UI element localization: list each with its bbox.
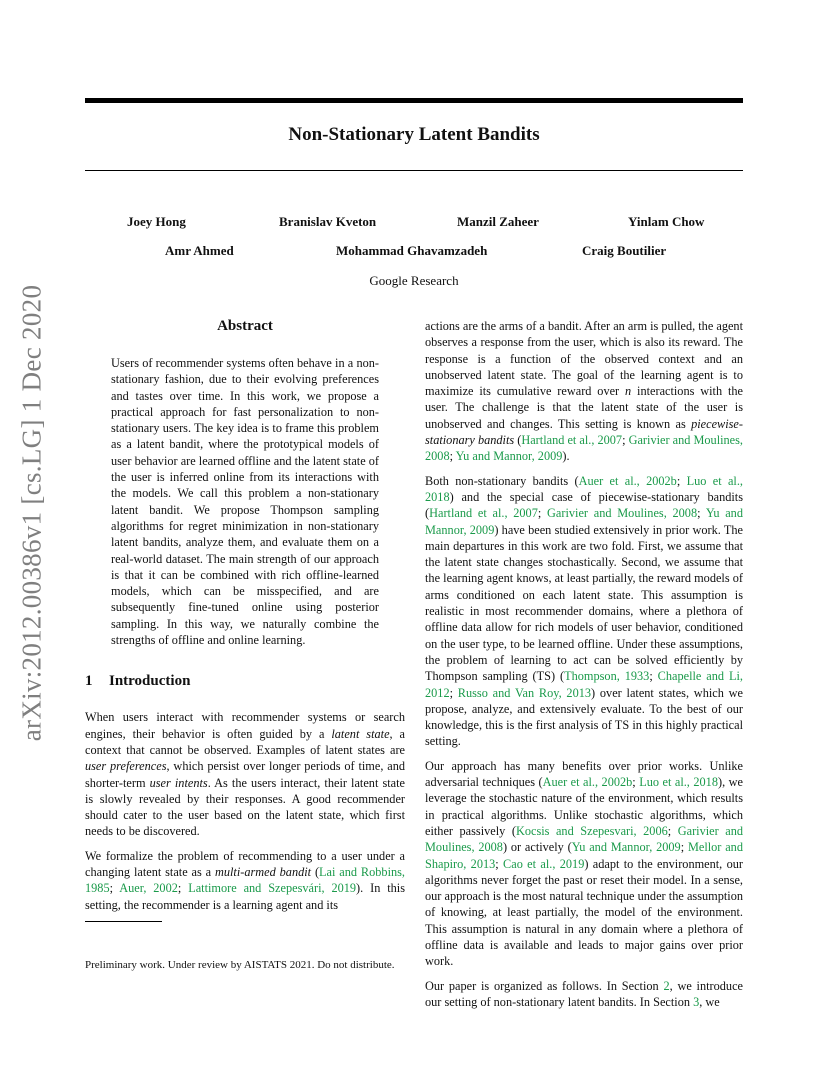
section-number: 1	[85, 673, 93, 690]
author-name: Mohammad Ghavamzadeh	[336, 243, 488, 258]
citation-link[interactable]: Garivier and Moulines, 2008	[425, 823, 744, 855]
footnote-rule	[85, 921, 162, 922]
body-paragraph: actions are the arms of a bandit. After an arm is pulled, the agent observes a response from the user, which is also its reward. The response is a function of the observed context and an unobserved latent state. The goal of the learning agent is to maximize its cumulative reward over n interactions with the user. The challenge is that the latent state of the user is unobserved and changes. This setting is known as piecewise-stationary bandits (Hartland et al., 2007; Garivier and Moulines, 2008; Yu and Mannor, 2009).	[425, 319, 743, 464]
citation-link[interactable]: Yu and Mannor, 2009	[425, 506, 743, 537]
paper-title: Non-Stationary Latent Bandits	[288, 124, 540, 145]
citation-link[interactable]: Russo and Van Roy, 2013	[457, 685, 592, 700]
section-ref-link[interactable]: 2	[663, 978, 670, 993]
citation-link[interactable]: Auer et al., 2002b	[578, 473, 677, 488]
title-top-rule	[85, 98, 743, 103]
section-heading	[85, 673, 405, 690]
arxiv-sidebar	[12, 278, 52, 748]
author-name: Branislav Kveton	[279, 214, 377, 229]
affiliation: Google Research	[369, 273, 459, 288]
citation-link[interactable]: Luo et al., 2018	[639, 775, 718, 790]
left-column	[85, 316, 405, 972]
intro-paragraph: We formalize the problem of recommending to a user under a changing latent state as a multi-armed bandit (Lai and Robbins, 1985; Auer, 2002; Lattimore and Szepesvári, 2019). In this setting, the recommender is a learning agent and its	[85, 848, 406, 912]
author-name: Manzil Zaheer	[457, 214, 539, 229]
citation-link[interactable]: Garivier and Moulines, 2008	[425, 433, 743, 464]
arxiv-identifier: arXiv:2012.00386v1 [cs.LG] 1 Dec 2020	[16, 284, 47, 742]
citation-link[interactable]: Yu and Mannor, 2009	[571, 840, 681, 855]
author-name: Yinlam Chow	[628, 214, 705, 229]
citation-link[interactable]: Yu and Mannor, 2009	[455, 449, 563, 464]
citation-link[interactable]: Cao et al., 2019	[503, 856, 585, 871]
intro-paragraph: When users interact with recommender systems or search engines, their behavior is often guided by a latent state, a context that cannot be observed. Examples of latent states are user preferences, which persist over longer periods of time, and shorter-term user intents. As the users interact, their latent state is slowly revealed by their responses. A good recommender should cater to the user based on the latent state, which first needs to be discovered.	[85, 710, 406, 839]
citation-link[interactable]: Mellor and Shapiro, 2013	[425, 840, 743, 871]
citation-link[interactable]: Auer et al., 2002b	[542, 775, 633, 790]
footnote: Preliminary work. Under review by AISTATS 2021. Do not distribute.	[85, 958, 395, 971]
body-paragraph: Our paper is organized as follows. In Section 2, we introduce our setting of non-stationary latent bandits. In Section 3, we	[425, 978, 743, 1009]
citation-link[interactable]: Hartland et al., 2007	[521, 433, 623, 448]
citation-link[interactable]: Hartland et al., 2007	[429, 506, 538, 521]
citation-link[interactable]: Chapelle and Li, 2012	[425, 669, 743, 700]
citation-link[interactable]: Garivier and Moulines, 2008	[547, 506, 698, 521]
author-name: Joey Hong	[127, 214, 186, 229]
title-bottom-rule	[85, 170, 743, 171]
section-title: Introduction	[109, 673, 191, 690]
citation-link[interactable]: Thompson, 1933	[564, 669, 650, 684]
citation-link[interactable]: Auer, 2002	[119, 881, 178, 896]
abstract-text: Users of recommender systems often behave in a non-stationary fashion, due to their evolving preferences and tastes over time. In this work, we propose a practical approach for fast personalization to non-stationary users. The key idea is to frame this problem as a latent bandit, where the prototypical models of user behavior are learned offline and the latent state of the user is inferred online from its interactions with the models. We call this problem a non-stationary latent bandit. We propose Thompson sampling algorithms for regret minimization in non-stationary latent bandits, analyze them, and evaluate them on a real-world dataset. The main strength of our approach is that it can be combined with rich offline-learned models, which can be misspecified, and are subsequently fine-tuned online using posterior sampling. In this way, we naturally combine the strengths of offline and online learning.	[111, 356, 379, 648]
citation-link[interactable]: Lai and Robbins, 1985	[85, 865, 405, 896]
citation-link[interactable]: Kocsis and Szepesvari, 2006	[515, 823, 668, 838]
author-name: Craig Boutilier	[582, 243, 667, 258]
abstract-heading: Abstract	[217, 318, 273, 334]
section-ref-link[interactable]: 3	[693, 994, 700, 1009]
body-paragraph: Both non-stationary bandits (Auer et al., 2002b; Luo et al., 2018) and the special case of piecewise-stationary bandits (Hartland et al., 2007; Garivier and Moulines, 2008; Yu and Mannor, 2009) have been studied extensively in prior work. The main departures in this work are two fold. First, we assume that the latent state changes stochastically. Second, we assume that the learning agent knows, at least partially, the reward models of arms conditioned on each latent state. This assumption is realistic in most recommender domains, where a plethora of offline data allow for rich models of user behavior, conditioned on the user type, to be learned offline. Under these assumptions, the problem of learning to act can be solved efficiently by Thompson sampling (TS) (Thompson, 1933; Chapelle and Li, 2012; Russo and Van Roy, 2013) over latent states, which we propose, analyze, and extensively evaluate. To the best of our knowledge, this is the first analysis of TS in this highly practical setting.	[425, 473, 743, 749]
citation-link[interactable]: Luo et al., 2018	[425, 473, 743, 504]
body-paragraph: Our approach has many benefits over prior works. Unlike adversarial techniques (Auer et al., 2002b; Luo et al., 2018), we leverage the stochastic nature of the environment, which results in practical algorithms. Unlike stochastic algorithms, which either passively (Kocsis and Szepesvari, 2006; Garivier and Moulines, 2008) or actively (Yu and Mannor, 2009; Mellor and Shapiro, 2013; Cao et al., 2019) adapt to the environment, our algorithms never forget the past or reset their model. In a sense, our approach is the most natural technique under the assumption of knowing, at least partially, the model of the environment. This assumption is natural in any domain where a plethora of offline data is available and leads to major gains over prior work.	[425, 758, 744, 969]
citation-link[interactable]: Lattimore and Szepesvári, 2019	[188, 881, 357, 896]
right-column	[425, 318, 743, 1018]
author-name: Amr Ahmed	[165, 243, 234, 258]
